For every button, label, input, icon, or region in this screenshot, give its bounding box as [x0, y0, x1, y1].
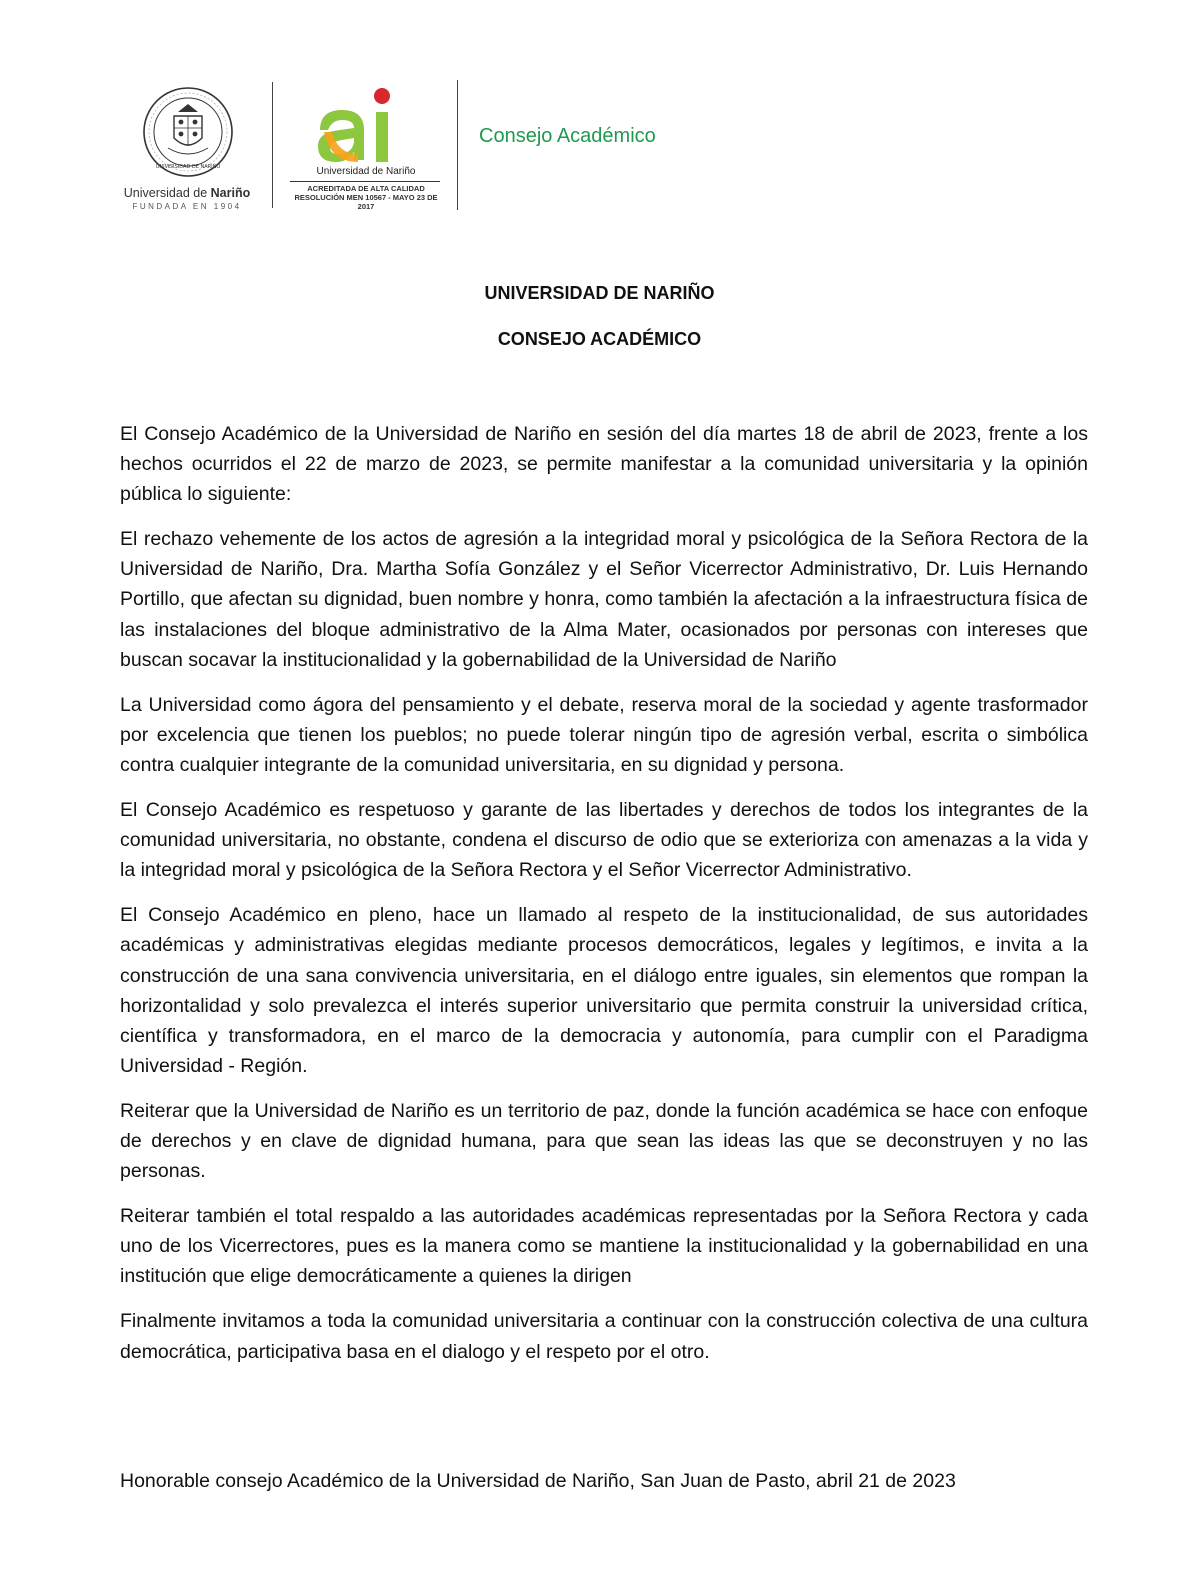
paragraph-territory-of-peace: Reiterar que la Universidad de Nariño es un territorio de paz, donde la función académica se hace con enfoque de derechos y en clave de dignidad humana, para que sean las ideas las que se deconstruyen y no las personas. — [120, 1099, 1088, 1183]
header-divider — [272, 82, 273, 208]
letterhead — [112, 78, 712, 210]
paragraph-hate-speech: El Consejo Académico es respetuoso y garante de las libertades y derechos de todos los integrantes de la comunidad universitaria, no obstante, condena el discurso de odio que se exterioriza con amenazas a la vida y la integridad moral y psicológica de la Señora Rectora y el Señor Vicerrector Administrativo. — [120, 799, 1088, 882]
council-label: Consejo Académico — [479, 125, 656, 147]
paragraph-rejection: El rechazo vehemente de los actos de agresión a la integridad moral y psicológica de la Señora Rectora de la Universidad de Nariño, Dra. Martha Sofía González y el Señor Vicerrector Administrativo, Dr. Luis Hernando Portillo, que afectan su dignidad, buen nombre y honra, como también la afectación a la infraestructura física de las instalaciones del bloque administrativo de la Alma Mater, ocasionados por personas con intereses que buscan socavar la institucionalidad y la gobernabilidad de la Universidad de Nariño — [120, 528, 1088, 671]
university-logo — [112, 86, 262, 211]
accreditation-university-name: Universidad de Nariño — [316, 166, 416, 177]
founded-year: FUNDADA EN 1904 — [132, 202, 242, 211]
header-divider-2 — [457, 80, 458, 210]
seal-text: UNIVERSIDAD DE NARIÑO — [155, 164, 221, 170]
paragraph-intro: El Consejo Académico de la Universidad de Nariño en sesión del día martes 18 de abril de 2023, frente a los hechos ocurridos el 22 de marzo de 2023, se permite manifestar a la comunidad universitaria y la opinión pública lo siguiente: — [120, 423, 1088, 506]
signature-line: Honorable consejo Académico de la Universidad de Nariño, San Juan de Pasto, abril 21 de 2023 — [120, 1470, 956, 1492]
accreditation-rule — [290, 181, 440, 182]
document-title-university: UNIVERSIDAD DE NARIÑO — [484, 283, 715, 303]
university-name: Universidad de Nariño — [123, 186, 251, 200]
accreditation-logo — [286, 78, 446, 210]
ai-accreditation-icon — [310, 80, 420, 166]
paragraph-university-role: La Universidad como ágora del pensamiento y el debate, reserva moral de la sociedad y agente trasformador por excelencia que tienen los pueblos; no puede tolerar ningún tipo de agresión verbal, escrita o simbólica contra cualquier integrante de la comunidad universitaria, en su dignidad y persona. — [120, 693, 1088, 776]
accreditation-line-1: ACREDITADA DE ALTA CALIDAD — [307, 184, 425, 193]
document-title-council: CONSEJO ACADÉMICO — [497, 329, 702, 349]
paragraph-support: Reiterar también el total respaldo a las autoridades académicas representadas por la Señora Rectora y cada uno de los Vicerrectores, pues es la manera como se mantiene la institucionalidad y la gobernabilidad en una institución que elige democráticamente a quienes la dirigen — [120, 1205, 1088, 1288]
paragraph-call-to-respect: El Consejo Académico en pleno, hace un llamado al respeto de la institucionalidad, de sus autoridades académicas y administrativas elegidas mediante procesos democráticos, legales y legítimos, e invita a la construcción de una sana convivencia universitaria, en el diálogo entre iguales, sin elementos que rompan la horizontalidad y solo prevalezca el interés superior universitario que permita construir la universidad crítica, científica y transformadora, en el marco de la democracia y autonomía, para cumplir con el Paradigma Universidad - Región. — [120, 904, 1088, 1077]
accreditation-line-2: RESOLUCIÓN MEN 10567 - MAYO 23 DE 2017 — [294, 193, 438, 211]
document-body — [120, 419, 1088, 1382]
paragraph-closing: Finalmente invitamos a toda la comunidad universitaria a continuar con la construcción colectiva de una cultura democrática, participativa basa en el dialogo y el respeto por el otro. — [120, 1310, 1088, 1363]
university-seal-icon — [142, 86, 234, 178]
